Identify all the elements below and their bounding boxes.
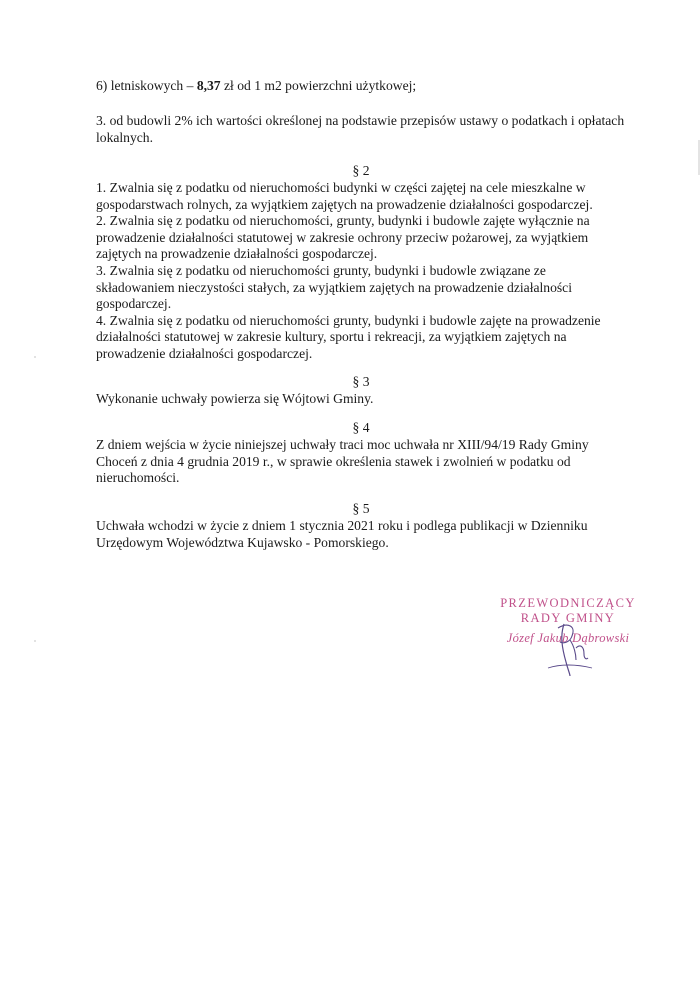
section-2-paragraph-4: 4. Zwalnia się z podatku od nieruchomości grunty, budynki i budowle zajęte na prowadzenie działalności statutowej w zakresie kultury, sportu i rekreacji, za wyjątkiem zajętych na prowadzenie działalności gospodarczej. bbox=[96, 312, 601, 361]
item-3-budowle: 3. od budowli 2% ich wartości określonej na podstawie przepisów ustawy o podatkach i opłatach lokalnych. bbox=[96, 113, 625, 145]
stamp-title-line-1: PRZEWODNICZĄCY bbox=[500, 596, 636, 610]
section-2-paragraph-1: 1. Zwalnia się z podatku od nieruchomości budynki w części zajętej na cele mieszkalne w gospodarstwach rolnych, za wyjątkiem zajętych na prowadzenie działalności gospodarczej. bbox=[96, 180, 593, 212]
section-2-body bbox=[96, 180, 626, 363]
section-3-paragraph-1: Wykonanie uchwały powierza się Wójtowi Gminy. bbox=[96, 391, 374, 406]
section-5-paragraph-1: Uchwała wchodzi w życie z dniem 1 stycznia 2021 roku i podlega publikacji w Dzienniku Urzędowym Województwa Kujawsko - Pomorskiego. bbox=[96, 518, 588, 550]
stamp-name: Józef Jakub Dąbrowski bbox=[506, 631, 630, 645]
section-2-heading: § 2 bbox=[352, 163, 370, 178]
section-5-body bbox=[96, 518, 626, 551]
scan-speck bbox=[34, 356, 36, 358]
stamp-title-line-2: RADY GMINY bbox=[520, 611, 616, 625]
scan-speck bbox=[34, 640, 36, 642]
section-3-heading: § 3 bbox=[352, 374, 370, 389]
section-4-paragraph-1: Z dniem wejścia w życie niniejszej uchwały traci moc uchwała nr XIII/94/19 Rady Gminy Choceń z dnia 4 grudnia 2019 r., w sprawie określenia stawek i zwolnień w podatku od nieruchomości. bbox=[96, 437, 589, 486]
section-2-paragraph-2: 2. Zwalnia się z podatku od nieruchomości, grunty, budynki i budowle zajęte wyłącznie na prowadzenie działalności statutowej w zakresie ochrony przeciw pożarowej, za wyjątkiem zajętych na prowadzenie działalności gospodarczej. bbox=[96, 213, 590, 262]
item-6-amount: 8,37 bbox=[196, 78, 221, 93]
item-6-prefix: 6) letniskowych – bbox=[96, 78, 197, 93]
section-5-heading: § 5 bbox=[352, 501, 370, 516]
section-4-body bbox=[96, 437, 626, 487]
section-2-paragraph-3: 3. Zwalnia się z podatku od nieruchomości grunty, budynki i budowle związane ze składowaniem nieczystości stałych, za wyjątkiem zajętych na prowadzenie działalności gospodarczej. bbox=[96, 262, 572, 312]
item-6-letniskowych bbox=[96, 78, 626, 95]
section-3-body bbox=[96, 391, 626, 408]
section-4-heading: § 4 bbox=[352, 420, 370, 435]
handwritten-signature bbox=[540, 618, 610, 678]
item-6-suffix: zł od 1 m2 powierzchni użytkowej; bbox=[220, 78, 417, 93]
